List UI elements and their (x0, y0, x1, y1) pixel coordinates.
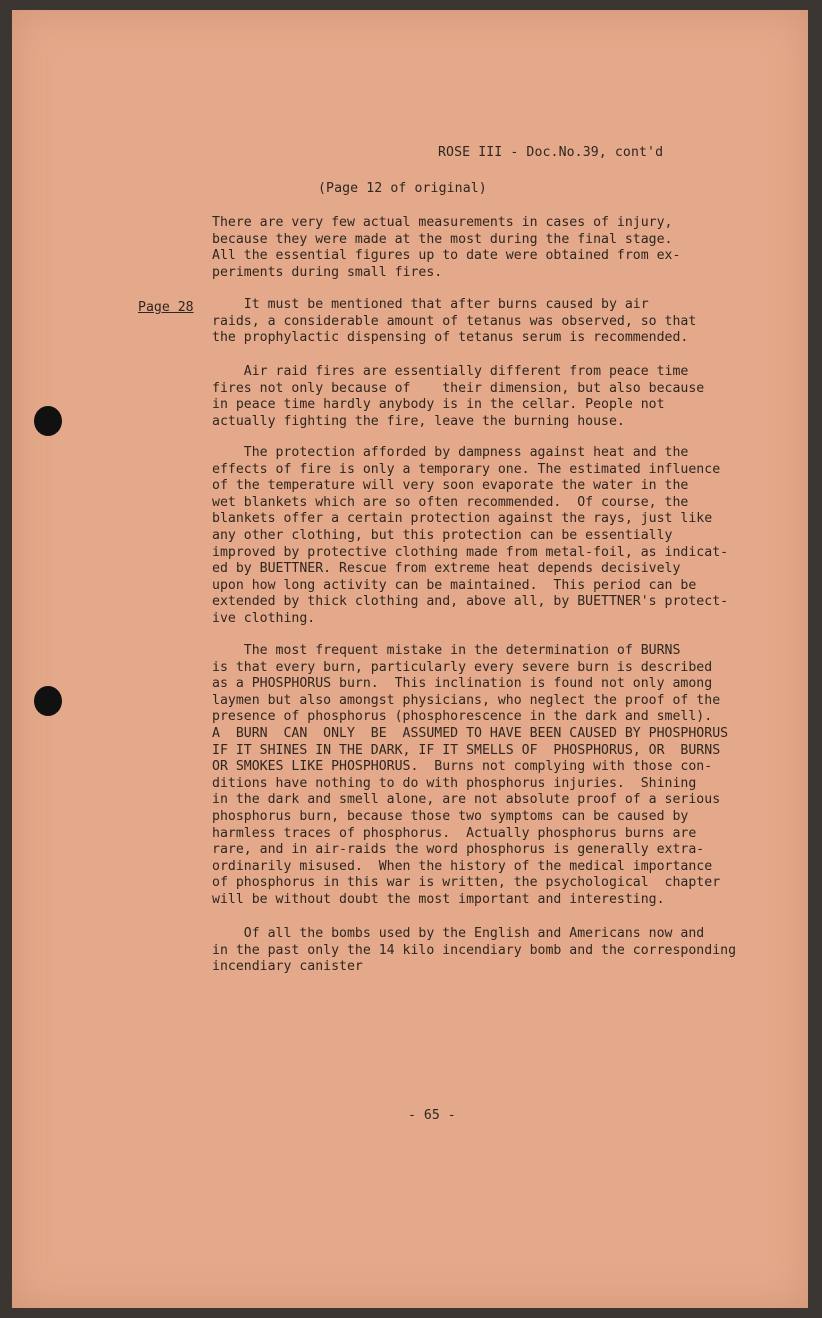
text-line: There are very few actual measurements in cases of injury, (212, 215, 673, 230)
text-line: ordinarily misused. When the history of the medical importance (212, 858, 713, 874)
text-line: rare, and in air-raids the word phosphorus is generally extra- (212, 842, 705, 858)
text-line: All the essential figures up to date were obtained from ex- (212, 248, 681, 264)
text-line: any other clothing, but this protection can be essentially (212, 527, 673, 543)
text-line: because they were made at the most during the final stage. (212, 231, 673, 247)
text-line: ed by BUETTNER. Rescue from extreme heat depends decisively (212, 561, 681, 577)
punch-hole (34, 686, 62, 716)
text-line: The protection afforded by dampness against heat and the (212, 445, 689, 460)
text-line: OR SMOKES LIKE PHOSPHORUS. Burns not complying with those con- (212, 759, 713, 775)
punch-hole (34, 406, 62, 436)
text-line: is that every burn, particularly every severe burn is described (212, 659, 713, 675)
paragraph (212, 926, 736, 976)
text-line: blankets offer a certain protection against the rays, just like (212, 511, 713, 527)
text-line: IF IT SHINES IN THE DARK, IF IT SMELLS OF PHOSPHORUS, OR BURNS (212, 742, 721, 758)
text-line: A BURN CAN ONLY BE ASSUMED TO HAVE BEEN CAUSED BY PHOSPHORUS (212, 725, 729, 741)
original-page-reference: (Page 12 of original) (318, 181, 487, 196)
text-line: wet blankets which are so often recommended. Of course, the (212, 494, 689, 510)
text-line: fires not only because of their dimension, but also because (212, 380, 705, 396)
text-line: of phosphorus in this war is written, the psychological chapter (212, 875, 721, 891)
text-line: improved by protective clothing made from metal-foil, as indicat- (212, 544, 729, 560)
text-line: harmless traces of phosphorus. Actually phosphorus burns are (212, 825, 697, 841)
text-line: periments during small fires. (212, 264, 443, 280)
margin-page-note: Page 28 (138, 300, 194, 315)
text-line: The most frequent mistake in the determination of BURNS (212, 643, 681, 658)
text-line: of the temperature will very soon evaporate the water in the (212, 478, 689, 494)
text-line: raids, a considerable amount of tetanus was observed, so that (212, 313, 697, 329)
text-line: It must be mentioned that after burns caused by air (212, 297, 649, 312)
text-line: Of all the bombs used by the English and Americans now and (212, 926, 705, 941)
text-line: ive clothing. (212, 610, 316, 626)
paragraph (212, 643, 728, 909)
text-line: actually fighting the fire, leave the burning house. (212, 413, 625, 429)
text-line: phosphorus burn, because those two symptoms can be caused by (212, 808, 689, 824)
paragraph (212, 215, 680, 281)
text-line: laymen but also amongst physicians, who neglect the proof of the (212, 692, 721, 708)
text-line: incendiary canister (212, 959, 363, 975)
text-line: upon how long activity can be maintained. This period can be (212, 577, 697, 593)
text-line: effects of fire is only a temporary one. The estimated influence (212, 461, 721, 477)
paragraph (212, 297, 696, 347)
text-line: in peace time hardly anybody is in the cellar. People not (212, 397, 665, 413)
page-number: - 65 - (408, 1108, 456, 1123)
document-header: ROSE III - Doc.No.39, cont'd (438, 145, 664, 160)
text-line: as a PHOSPHORUS burn. This inclination is found not only among (212, 676, 713, 692)
text-line: Air raid fires are essentially different from peace time (212, 364, 689, 379)
text-line: extended by thick clothing and, above all, by BUETTNER's protect- (212, 594, 729, 610)
text-line: ditions have nothing to do with phosphorus injuries. Shining (212, 775, 697, 791)
paragraph (212, 364, 704, 430)
text-line: the prophylactic dispensing of tetanus serum is recommended. (212, 330, 689, 346)
text-line: in the past only the 14 kilo incendiary bomb and the corresponding (212, 942, 737, 958)
text-line: presence of phosphorus (phosphorescence in the dark and smell). (212, 709, 713, 725)
paragraph (212, 445, 728, 628)
text-line: in the dark and smell alone, are not absolute proof of a serious (212, 792, 721, 808)
text-line: will be without doubt the most important and interesting. (212, 891, 665, 907)
